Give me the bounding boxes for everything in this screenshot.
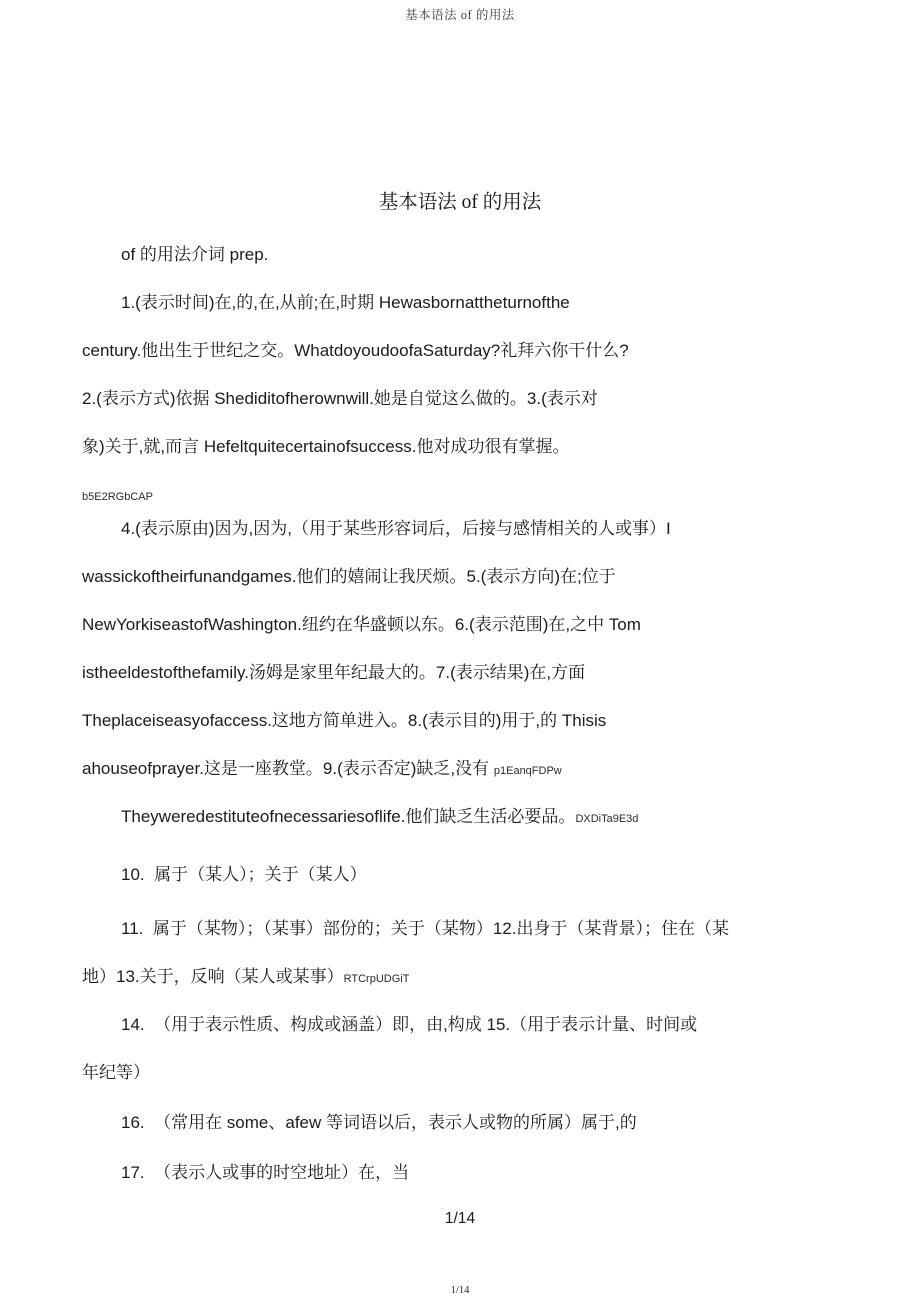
document-line <box>82 387 882 435</box>
text-run: 象)关于,就,而言 Hefeltquitecertainofsuccess.他对成功很有掌握。 <box>82 437 570 456</box>
document-line <box>82 483 882 517</box>
text-run: Theplaceiseasyofaccess.这地方简单进入。8.(表示目的)用于,的 Thisis <box>82 711 607 730</box>
text-run: 10. 属于（某人）；关于（某人） <box>121 865 367 884</box>
document-line <box>82 339 882 387</box>
text-run: 地）13.关于，反响（某人或某事） <box>82 967 344 986</box>
watermark-code: RTCrpUDGiT <box>343 973 410 985</box>
text-run: 17. （表示人或事的时空地址）在，当 <box>121 1163 410 1182</box>
text-run: Theyweredestituteofnecessariesoflife.他们缺乏生活必要品。 <box>121 807 576 826</box>
document-line <box>82 965 882 1013</box>
document-line <box>82 1013 882 1061</box>
running-header: 基本语法 of 的用法 <box>405 8 515 22</box>
document-line <box>82 1061 882 1109</box>
document-line <box>82 517 882 565</box>
document-line <box>82 863 882 911</box>
document-line <box>82 709 882 757</box>
document-line <box>82 435 882 483</box>
text-run: of 的用法介词 prep. <box>121 245 269 264</box>
text-run: 1.(表示时间)在,的,在,从前;在,时期 Hewasbornattheturnofthe <box>121 293 570 312</box>
watermark-code: b5E2RGbCAP <box>82 491 153 503</box>
text-run: ahouseofprayer.这是一座教堂。9.(表示否定)缺乏,没有 <box>82 759 494 778</box>
document-line <box>82 805 882 853</box>
text-run: 4.(表示原由)因为,因为,（用于某些形容词后，后接与感情相关的人或事）I <box>121 519 671 538</box>
watermark-code: DXDiTa9E3d <box>575 813 639 825</box>
document-line <box>82 757 882 805</box>
text-run: wassickoftheirfunandgames.他们的嬉闹让我厌烦。5.(表示方向)在;位于 <box>82 567 616 586</box>
text-run: century.他出生于世纪之交。WhatdoyoudoofaSaturday?礼拜六你干什么? <box>82 341 629 360</box>
text-run: 2.(表示方式)依据 Shediditofherownwill.她是自觉这么做的。3.(表示对 <box>82 389 598 408</box>
page-number: 1/14 <box>444 1210 476 1227</box>
page-number-small: 1/14 <box>450 1285 470 1296</box>
document-line <box>82 291 882 339</box>
document-line <box>82 243 882 291</box>
document-body <box>82 243 882 1209</box>
page-title: 基本语法 of 的用法 <box>378 192 542 213</box>
document-line <box>82 565 882 613</box>
text-run: 14. （用于表示性质、构成或涵盖）即，由,构成 15.（用于表示计量、时间或 <box>121 1015 698 1034</box>
document-line <box>82 1161 882 1209</box>
document-line <box>82 613 882 661</box>
watermark-code: p1EanqFDPw <box>493 765 562 777</box>
text-run: istheeldestofthefamily.汤姆是家里年纪最大的。7.(表示结果)在,方面 <box>82 663 586 682</box>
document-line <box>82 1111 882 1159</box>
document-line <box>82 917 882 965</box>
text-run: 16. （常用在 some、afew 等词语以后，表示人或物的所属）属于,的 <box>121 1113 637 1132</box>
document-line <box>82 661 882 709</box>
text-run: 11. 属于（某物）；（某事）部份的；关于（某物）12.出身于（某背景）；住在（某 <box>121 919 729 938</box>
text-run: 年纪等） <box>82 1063 150 1082</box>
text-run: NewYorkiseastofWashington.纽约在华盛顿以东。6.(表示范围)在,之中 Tom <box>82 615 641 634</box>
